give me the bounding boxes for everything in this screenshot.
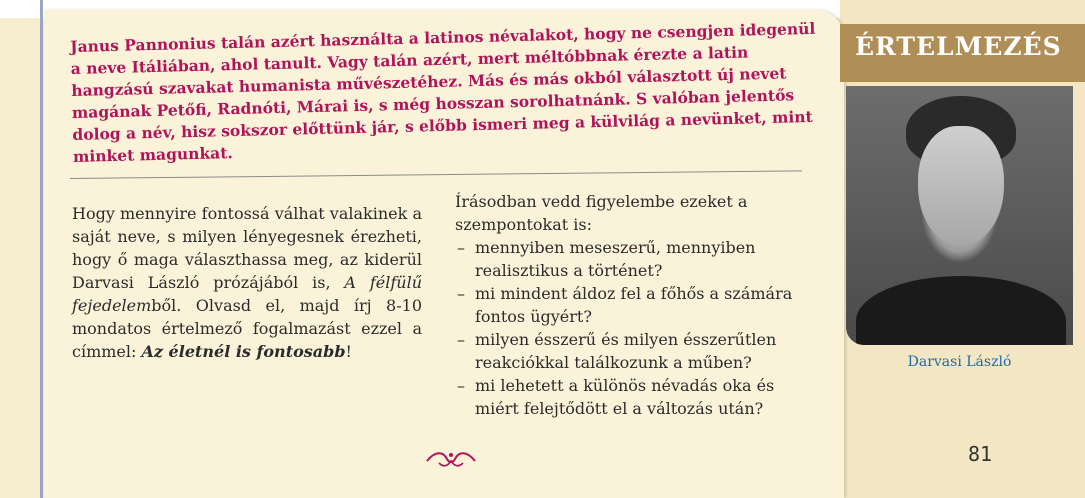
- photo-caption: Darvasi László: [907, 354, 1012, 370]
- left-text-part2: ből. Olvasd el, majd írj 8-10 mondatos értelmező fogalmazást ezzel a címmel:: [72, 296, 422, 361]
- ornament-icon: [425, 447, 477, 469]
- author-photo: [846, 86, 1073, 345]
- photo-shoulders: [856, 276, 1066, 345]
- essay-title: Az életnél is fontosabb: [141, 342, 346, 361]
- left-text-part1: Hogy mennyire fontossá válhat valakinek a saját neve, s milyen lényegesnek érezheti, hogy ő maga választhassa meg, az kiderül Darvasi László prózájából is,: [72, 204, 422, 292]
- page-number: 81: [968, 442, 993, 466]
- criteria-list: [455, 236, 813, 420]
- criteria-item: – mi lehetett a különös névadás oka és miért felejtődött el a változás után?: [455, 374, 813, 420]
- right-column: [455, 190, 813, 420]
- criteria-item: – milyen ésszerű és milyen ésszerűtlen reakciókkal találkozunk a műben?: [455, 328, 813, 374]
- criteria-item: – mennyiben meseszerű, mennyiben realisztikus a történet?: [455, 236, 813, 282]
- book-title: A félfülű fejedelem: [72, 273, 422, 315]
- criteria-item: – mi mindent áldoz fel a főhős a számára fontos ügyért?: [455, 282, 813, 328]
- left-margin-rule: [40, 0, 43, 498]
- left-column-text: [72, 202, 422, 363]
- intro-paragraph: Janus Pannonius talán azért használta a latinos névalakot, hogy ne csengjen idegenül a neve Itáliában, ahol tanult. Vagy talán azért, mert méltóbbnak érezte a latin hangzású szavakat humanista művészetéhez. Más és más okból választott új nevet magának Petőfi, Radnóti, Márai is, s még hosszan sorolhatnánk. S valóban jelentős dolog a név, hisz sokszor előttünk jár, s előbb ismeri meg a külvilág a nevünket, mint minket magunkat.: [70, 18, 816, 166]
- section-heading: ÉRTELMEZÉS: [855, 32, 1062, 61]
- left-text-part3: !: [345, 342, 352, 361]
- photo-face: [918, 126, 1004, 246]
- right-column-lead: Írásodban vedd figyelembe ezeket a szempontokat is:: [455, 192, 748, 234]
